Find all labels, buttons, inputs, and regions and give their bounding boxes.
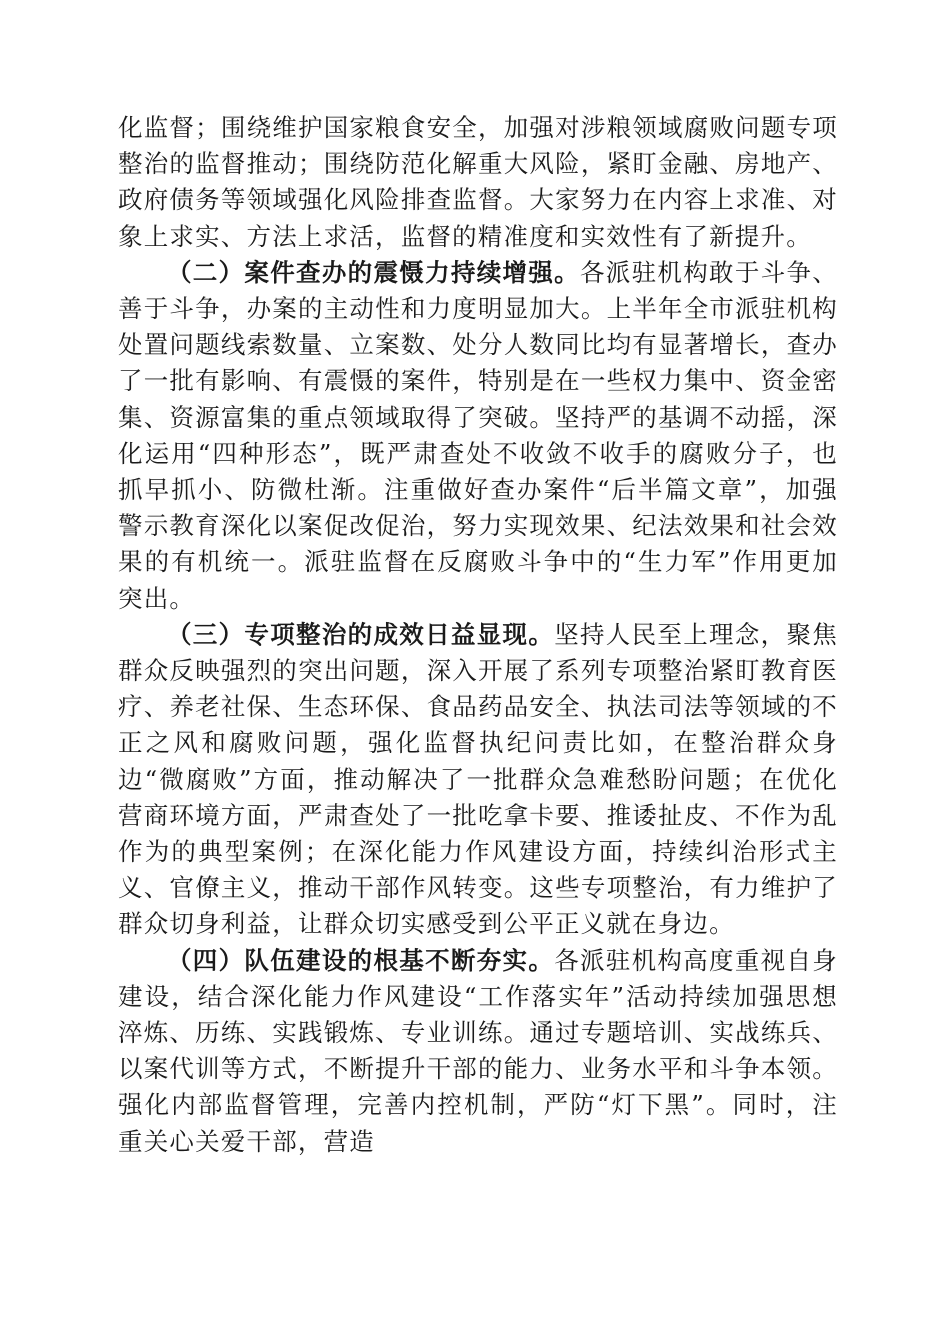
paragraph-case-investigation bbox=[118, 255, 838, 617]
paragraph-continued bbox=[118, 110, 838, 255]
document-page bbox=[118, 110, 838, 1160]
paragraph-team-building bbox=[118, 943, 838, 1160]
section-heading: （二）案件查办的震慑力持续增强。 bbox=[167, 257, 580, 287]
paragraph-text: 各派驻机构高度重视自身建设，结合深化能力作风建设“工作落实年”活动持续加强思想淬炼、历练、实践锻炼、专业训练。通过专题培训、实战练兵、以案代训等方式，不断提升干部的能力、业务水平和斗争本领。强化内部监督管理，完善内控机制，严防“灯下黑”。同时，注重关心关爱干部，营造 bbox=[118, 945, 839, 1156]
section-heading: （四）队伍建设的根基不断夯实。 bbox=[167, 945, 555, 975]
section-heading: （三）专项整治的成效日益显现。 bbox=[167, 619, 555, 649]
paragraph-text: 坚持人民至上理念，聚焦群众反映强烈的突出问题，深入开展了系列专项整治紧盯教育医疗、养老社保、生态环保、食品药品安全、执法司法等领域的不正之风和腐败问题，强化监督执纪问责比如，在整治群众身边“微腐败”方面，推动解决了一批群众急难愁盼问题；在优化营商环境方面，严肃查处了一批吃拿卡要、推诿扯皮、不作为乱作为的典型案例；在深化能力作风建设方面，持续纠治形式主义、官僚主义，推动干部作风转变。这些专项整治，有力维护了群众切身利益，让群众切实感受到公平正义就在身边。 bbox=[118, 619, 839, 939]
paragraph-text: 化监督；围绕维护国家粮食安全，加强对涉粮领域腐败问题专项整治的监督推动；围绕防范化解重大风险，紧盯金融、房地产、政府债务等领域强化风险排查监督。大家努力在内容上求准、对象上求实、方法上求活，监督的精准度和实效性有了新提升。 bbox=[118, 113, 838, 251]
paragraph-special-rectification bbox=[118, 617, 838, 943]
paragraph-text: 各派驻机构敢于斗争、善于斗争，办案的主动性和力度明显加大。上半年全市派驻机构处置问题线索数量、立案数、处分人数同比均有显著增长，查办了一批有影响、有震慑的案件，特别是在一些权力集中、资金密集、资源富集的重点领域取得了突破。坚持严的基调不动摇，深化运用“四种形态”，既严肃查处不收敛不收手的腐败分子，也抓早抓小、防微杜渐。注重做好查办案件“后半篇文章”，加强警示教育深化以案促改促治，努力实现效果、纪法效果和社会效果的有机统一。派驻监督在反腐败斗争中的“生力军”作用更加突出。 bbox=[118, 257, 839, 613]
